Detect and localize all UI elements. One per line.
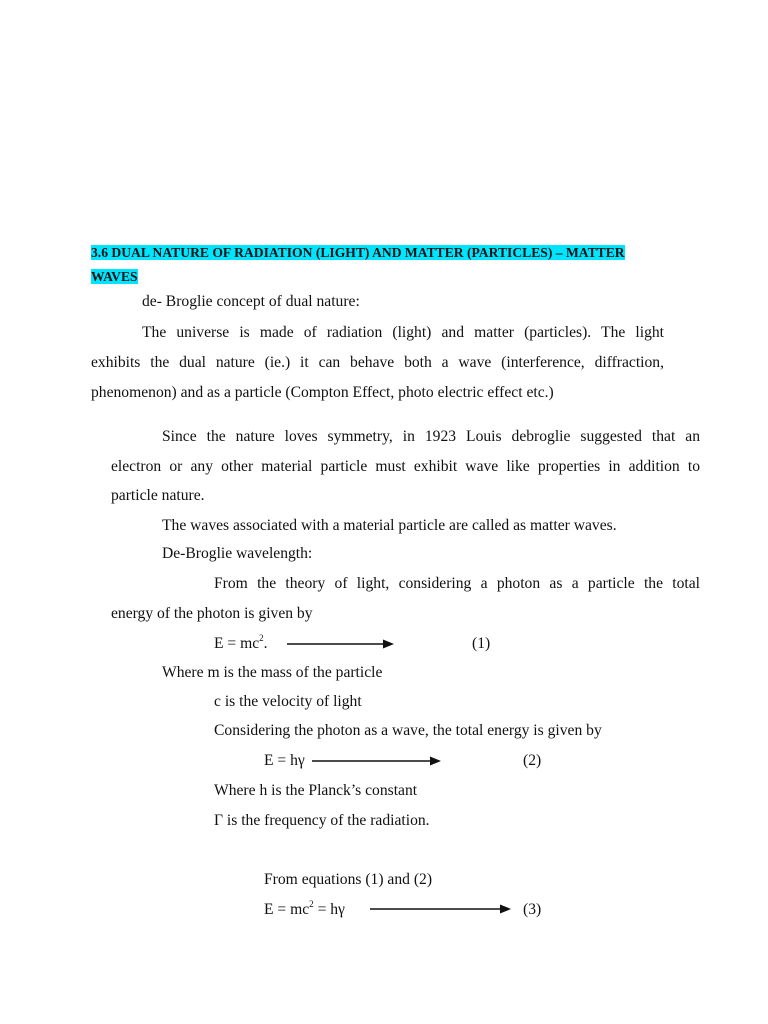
para3: The waves associated with a material particle are called as matter waves. [162, 517, 617, 534]
section-heading-text-2: WAVES [91, 269, 138, 284]
equation-3 [264, 900, 345, 920]
equation-3-rhs: = hγ [313, 901, 345, 918]
equation-2-number: (2) [523, 752, 542, 769]
right-arrow-icon [287, 638, 395, 650]
equation-1-lhs: E = mc [214, 635, 260, 652]
right-arrow-icon [370, 903, 512, 915]
para1-line-1: The universe is made of radiation (light) and matter (particles). The light [142, 324, 664, 341]
concept-subheading: de- Broglie concept of dual nature: [142, 293, 360, 310]
equation-3-number: (3) [523, 901, 542, 918]
section-heading-line-2 [91, 266, 138, 288]
where-planck: Where h is the Planck’s constant [214, 782, 418, 799]
equation-1 [214, 634, 268, 654]
equation-1-number: (1) [472, 635, 491, 652]
equation-1-tail: . [263, 635, 268, 652]
para1-line-2: exhibits the dual nature (ie.) it can behave both a wave (interference, diffraction, [91, 354, 664, 371]
where-velocity: c is the velocity of light [214, 693, 362, 710]
para5: Considering the photon as a wave, the total energy is given by [214, 722, 602, 739]
para1-line-3: phenomenon) and as a particle (Compton Effect, photo electric effect etc.) [91, 384, 554, 401]
equation-1-exponent: 2 [259, 632, 264, 643]
para4-line-2: energy of the photon is given by [111, 605, 313, 622]
para2-line-1: Since the nature loves symmetry, in 1923 Louis debroglie suggested that an [162, 428, 700, 445]
section-heading-line-1 [91, 242, 625, 264]
from-equations: From equations (1) and (2) [264, 871, 433, 888]
equation-2: E = hγ [264, 752, 305, 769]
equation-3-lhs: E = mc [264, 901, 310, 918]
right-arrow-icon [312, 755, 442, 767]
equation-3-exponent: 2 [309, 898, 314, 909]
section-heading-text-1: 3.6 DUAL NATURE OF RADIATION (LIGHT) AND MATTER (PARTICLES) – MATTER [91, 245, 625, 260]
where-frequency: Γ is the frequency of the radiation. [214, 812, 430, 829]
where-mass: Where m is the mass of the particle [162, 664, 383, 681]
para4-line-1: From the theory of light, considering a photon as a particle the total [214, 575, 700, 592]
para2-line-3: particle nature. [111, 487, 205, 504]
para2-line-2: electron or any other material particle must exhibit wave like properties in addition to [111, 458, 700, 475]
wavelength-heading: De-Broglie wavelength: [162, 545, 313, 562]
